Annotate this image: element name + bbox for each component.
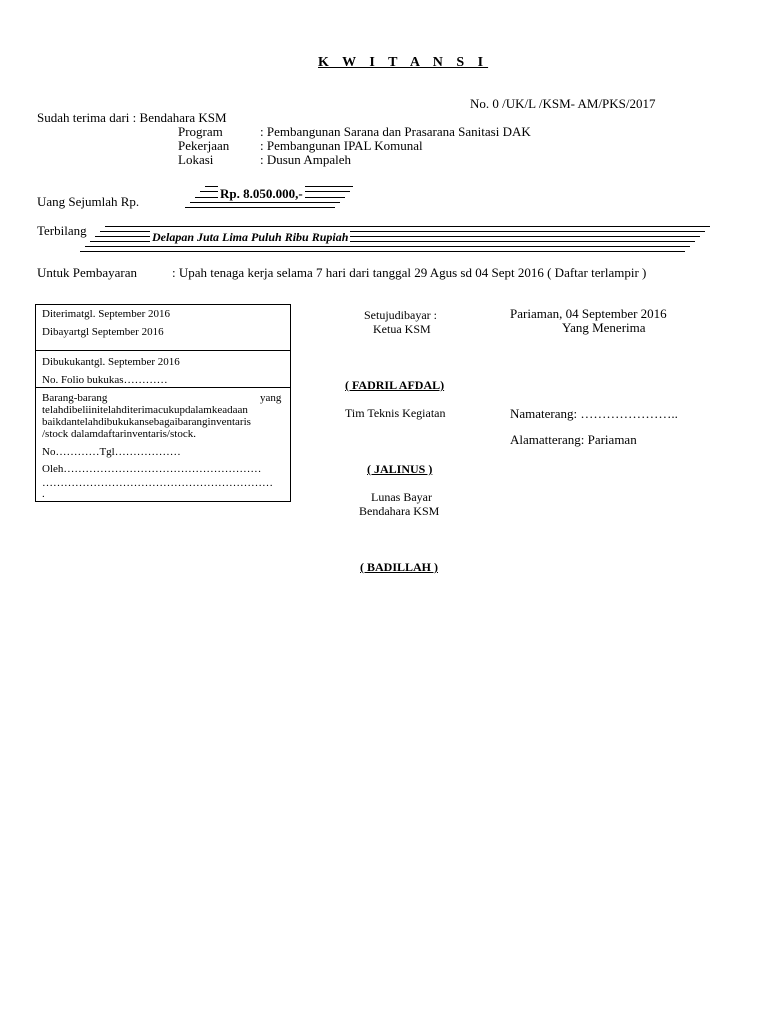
received-from: Sudah terima dari : Bendahara KSM [37, 110, 227, 125]
approve-label: Setujudibayar : [364, 308, 437, 322]
receiver-address-field: Alamatterang: Pariaman [510, 432, 637, 447]
approve-role: Ketua KSM [373, 322, 431, 336]
place-date: Pariaman, 04 September 2016 [510, 306, 667, 321]
booked-date: Dibukukantgl. September 2016 [42, 356, 180, 368]
paid-date: Dibayartgl September 2016 [42, 326, 164, 338]
treasurer-name: ( BADILLAH ) [360, 560, 439, 574]
goods-text-1-end: yang [260, 392, 282, 404]
spelled-label: Terbilang [37, 223, 87, 238]
amount-value: Rp. 8.050.000,- [220, 186, 303, 201]
receiver-label: Yang Menerima [562, 320, 646, 335]
goods-text-3: baikdantelahdibukukansebagaibaranginventaris [42, 416, 251, 428]
payment-value: : Upah tenaga kerja selama 7 hari dari tanggal 29 Agus sd 04 Sept 2016 ( Daftar terlampir ) [172, 265, 647, 280]
goods-text-4: /stock dalamdaftarinventaris/stock. [42, 428, 196, 440]
receipt-number: No. 0 /UK/L /KSM- AM/PKS/2017 [470, 96, 656, 111]
team-name: ( JALINUS ) [367, 462, 433, 476]
box-divider [35, 350, 291, 351]
no-tgl-field: No…………Tgl……………… [42, 446, 181, 458]
spelled-value: Delapan Juta Lima Puluh Ribu Rupiah [152, 230, 349, 244]
folio-number: No. Folio bukukas………… [42, 374, 168, 386]
goods-text-2: telahdibeliinitelahditerimacukupdalamkeadaan [42, 404, 248, 416]
receiver-name-field: Namaterang: ………………….. [510, 406, 678, 421]
payment-label: Untuk Pembayaran [37, 265, 138, 280]
detail-label-program: Program [178, 124, 223, 139]
detail-value-lokasi: : Dusun Ampaleh [260, 152, 351, 167]
detail-value-program: : Pembangunan Sarana dan Prasarana Sanitasi DAK [260, 124, 531, 139]
paid-role: Bendahara KSM [359, 504, 440, 518]
team-label: Tim Teknis Kegiatan [345, 406, 446, 420]
detail-label-lokasi: Lokasi [178, 152, 214, 167]
oleh-field: Oleh……………………………………………… [42, 463, 262, 475]
oleh-dots: ……………………………………………………… [42, 477, 273, 489]
received-date: Diterimatgl. September 2016 [42, 308, 170, 320]
goods-text-1: Barang-barang [42, 392, 108, 404]
paid-label: Lunas Bayar [371, 490, 432, 504]
document-title: K W I T A N S I [318, 55, 489, 70]
box-divider [35, 387, 291, 388]
approver-name: ( FADRIL AFDAL) [345, 378, 445, 392]
amount-label: Uang Sejumlah Rp. [37, 194, 140, 209]
detail-label-pekerjaan: Pekerjaan [178, 138, 230, 153]
detail-value-pekerjaan: : Pembangunan IPAL Komunal [260, 138, 423, 153]
oleh-dot-end: . [42, 488, 45, 500]
